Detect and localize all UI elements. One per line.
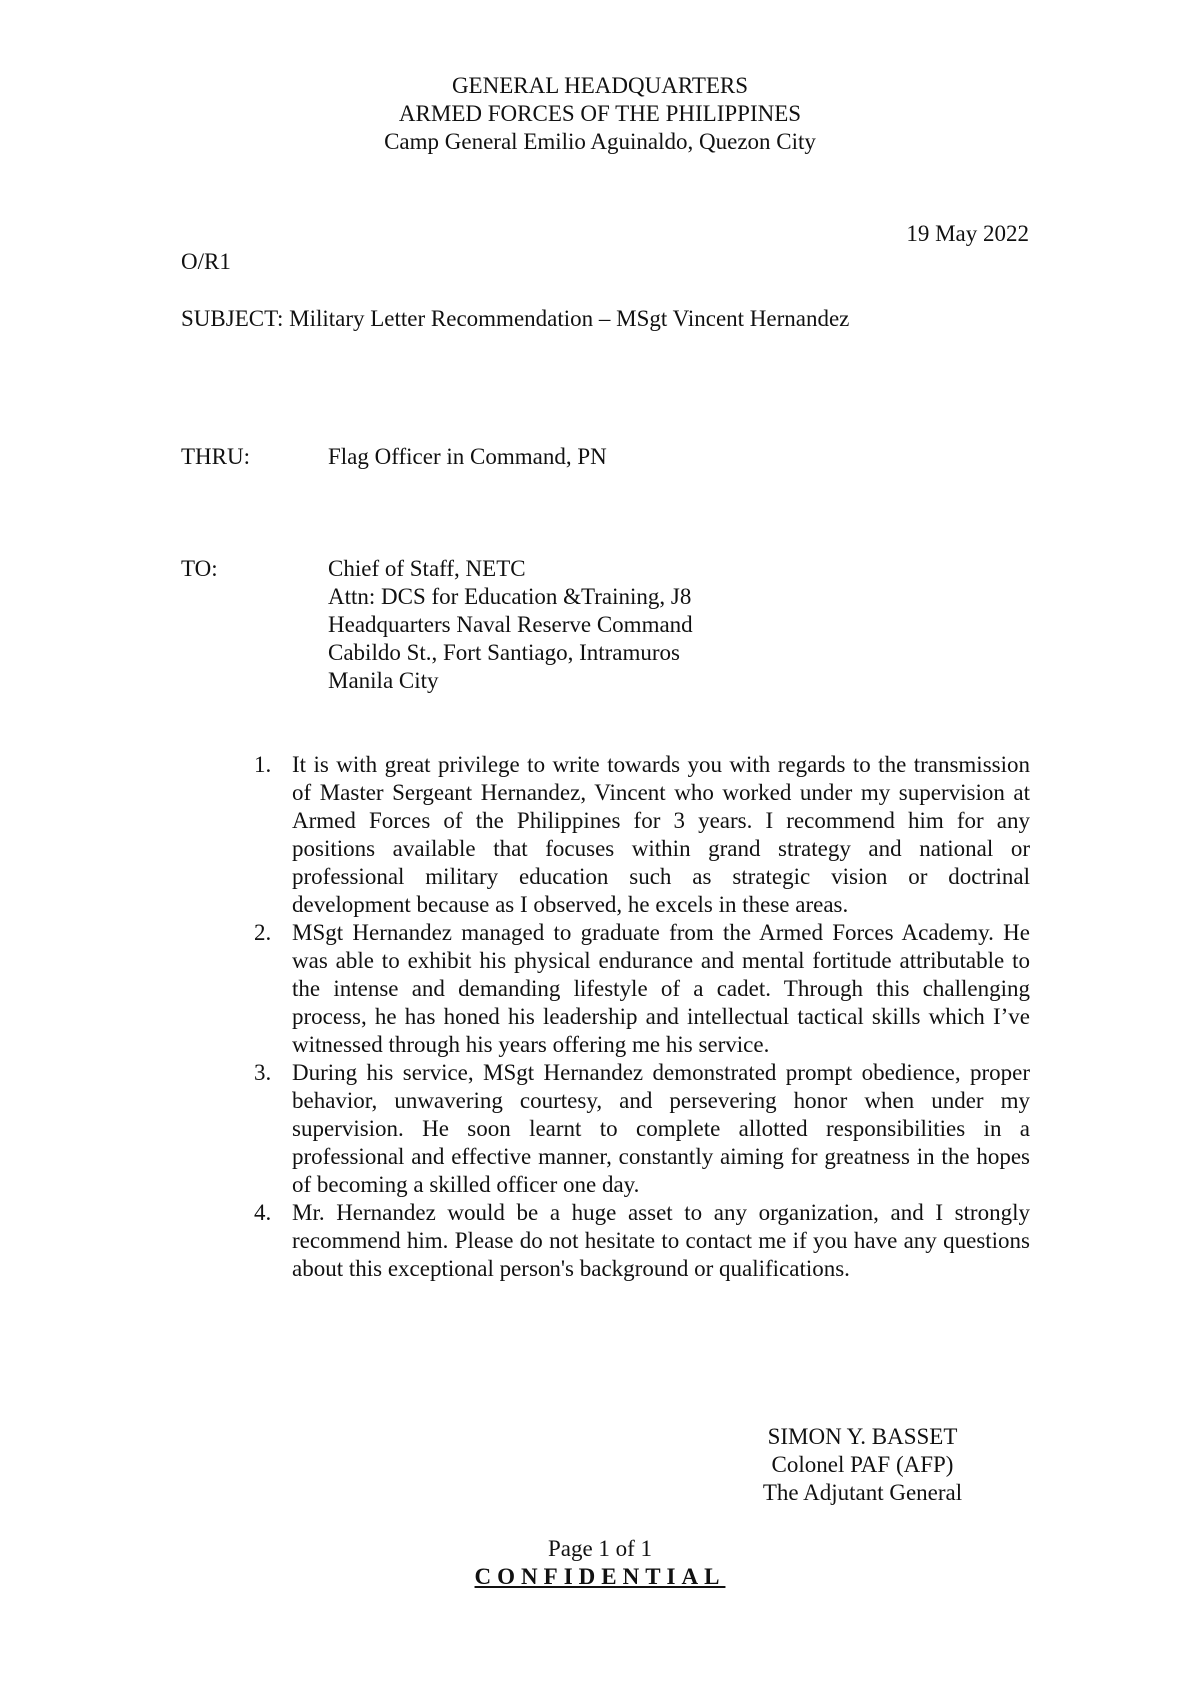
classification-marking: CONFIDENTIAL xyxy=(474,1564,726,1589)
letter-body xyxy=(250,751,1030,1283)
to-label: TO: xyxy=(181,556,218,581)
paragraph-number: 4. xyxy=(254,1200,272,1225)
paragraph-text: Mr. Hernandez would be a huge asset to any organization, and I strongly recommend him. Please do not hesitate to contact me if you have any questions about this exceptional person's background or qualifications. xyxy=(292,1200,1030,1281)
body-paragraph xyxy=(250,751,1030,919)
subject-line: SUBJECT: Military Letter Recommendation – MSgt Vincent Hernandez xyxy=(181,306,850,331)
to-address-line: Attn: DCS for Education &Training, J8 xyxy=(328,584,692,609)
signature-block xyxy=(700,1423,1025,1507)
to-address-line: Headquarters Naval Reserve Command xyxy=(328,612,693,637)
to-address-block xyxy=(328,555,693,695)
paragraph-number: 3. xyxy=(254,1060,272,1085)
letterhead-line-1: GENERAL HEADQUARTERS xyxy=(451,73,749,98)
letter-date: 19 May 2022 xyxy=(906,221,1029,246)
body-paragraph xyxy=(250,919,1030,1059)
paragraph-number: 2. xyxy=(254,920,272,945)
reference-number: O/R1 xyxy=(181,249,231,274)
paragraph-text: MSgt Hernandez managed to graduate from the Armed Forces Academy. He was able to exhibit his physical endurance and mental fortitude attributable to the intense and demanding lifestyle of a cadet. Through this challenging process, he has honed his leadership and intellectual tactical skills which I’ve witnessed through his years offering me his service. xyxy=(292,920,1030,1057)
paragraph-text: During his service, MSgt Hernandez demonstrated prompt obedience, proper behavior, unwavering courtesy, and persevering honor when under my supervision. He soon learnt to complete allotted responsibilities in a professional and effective manner, constantly aiming for greatness in the hopes of becoming a skilled officer one day. xyxy=(292,1060,1030,1197)
letterhead-line-2: ARMED FORCES OF THE PHILIPPINES xyxy=(398,101,802,126)
to-address-line: Cabildo St., Fort Santiago, Intramuros xyxy=(328,640,681,665)
to-address-line: Chief of Staff, NETC xyxy=(328,556,526,581)
body-paragraph xyxy=(250,1059,1030,1199)
to-address-line: Manila City xyxy=(328,668,439,693)
page-footer xyxy=(0,1535,1200,1591)
signatory-position: The Adjutant General xyxy=(762,1480,963,1505)
page-number: Page 1 of 1 xyxy=(547,1536,653,1561)
paragraph-number: 1. xyxy=(254,752,272,777)
letterhead xyxy=(0,72,1200,156)
signatory-rank: Colonel PAF (AFP) xyxy=(771,1452,954,1477)
letterhead-line-3: Camp General Emilio Aguinaldo, Quezon City xyxy=(384,129,816,154)
body-paragraph xyxy=(250,1199,1030,1283)
paragraph-text: It is with great privilege to write towards you with regards to the transmission of Master Sergeant Hernandez, Vincent who worked under my supervision at Armed Forces of the Philippines for 3 years. I recommend him for any positions available that focuses within grand strategy and national or professional military education such as strategic vision or doctrinal development because as I observed, he excels in these areas. xyxy=(292,752,1030,917)
signatory-name: SIMON Y. BASSET xyxy=(767,1424,958,1449)
thru-value: Flag Officer in Command, PN xyxy=(328,444,607,469)
thru-label: THRU: xyxy=(181,444,250,469)
